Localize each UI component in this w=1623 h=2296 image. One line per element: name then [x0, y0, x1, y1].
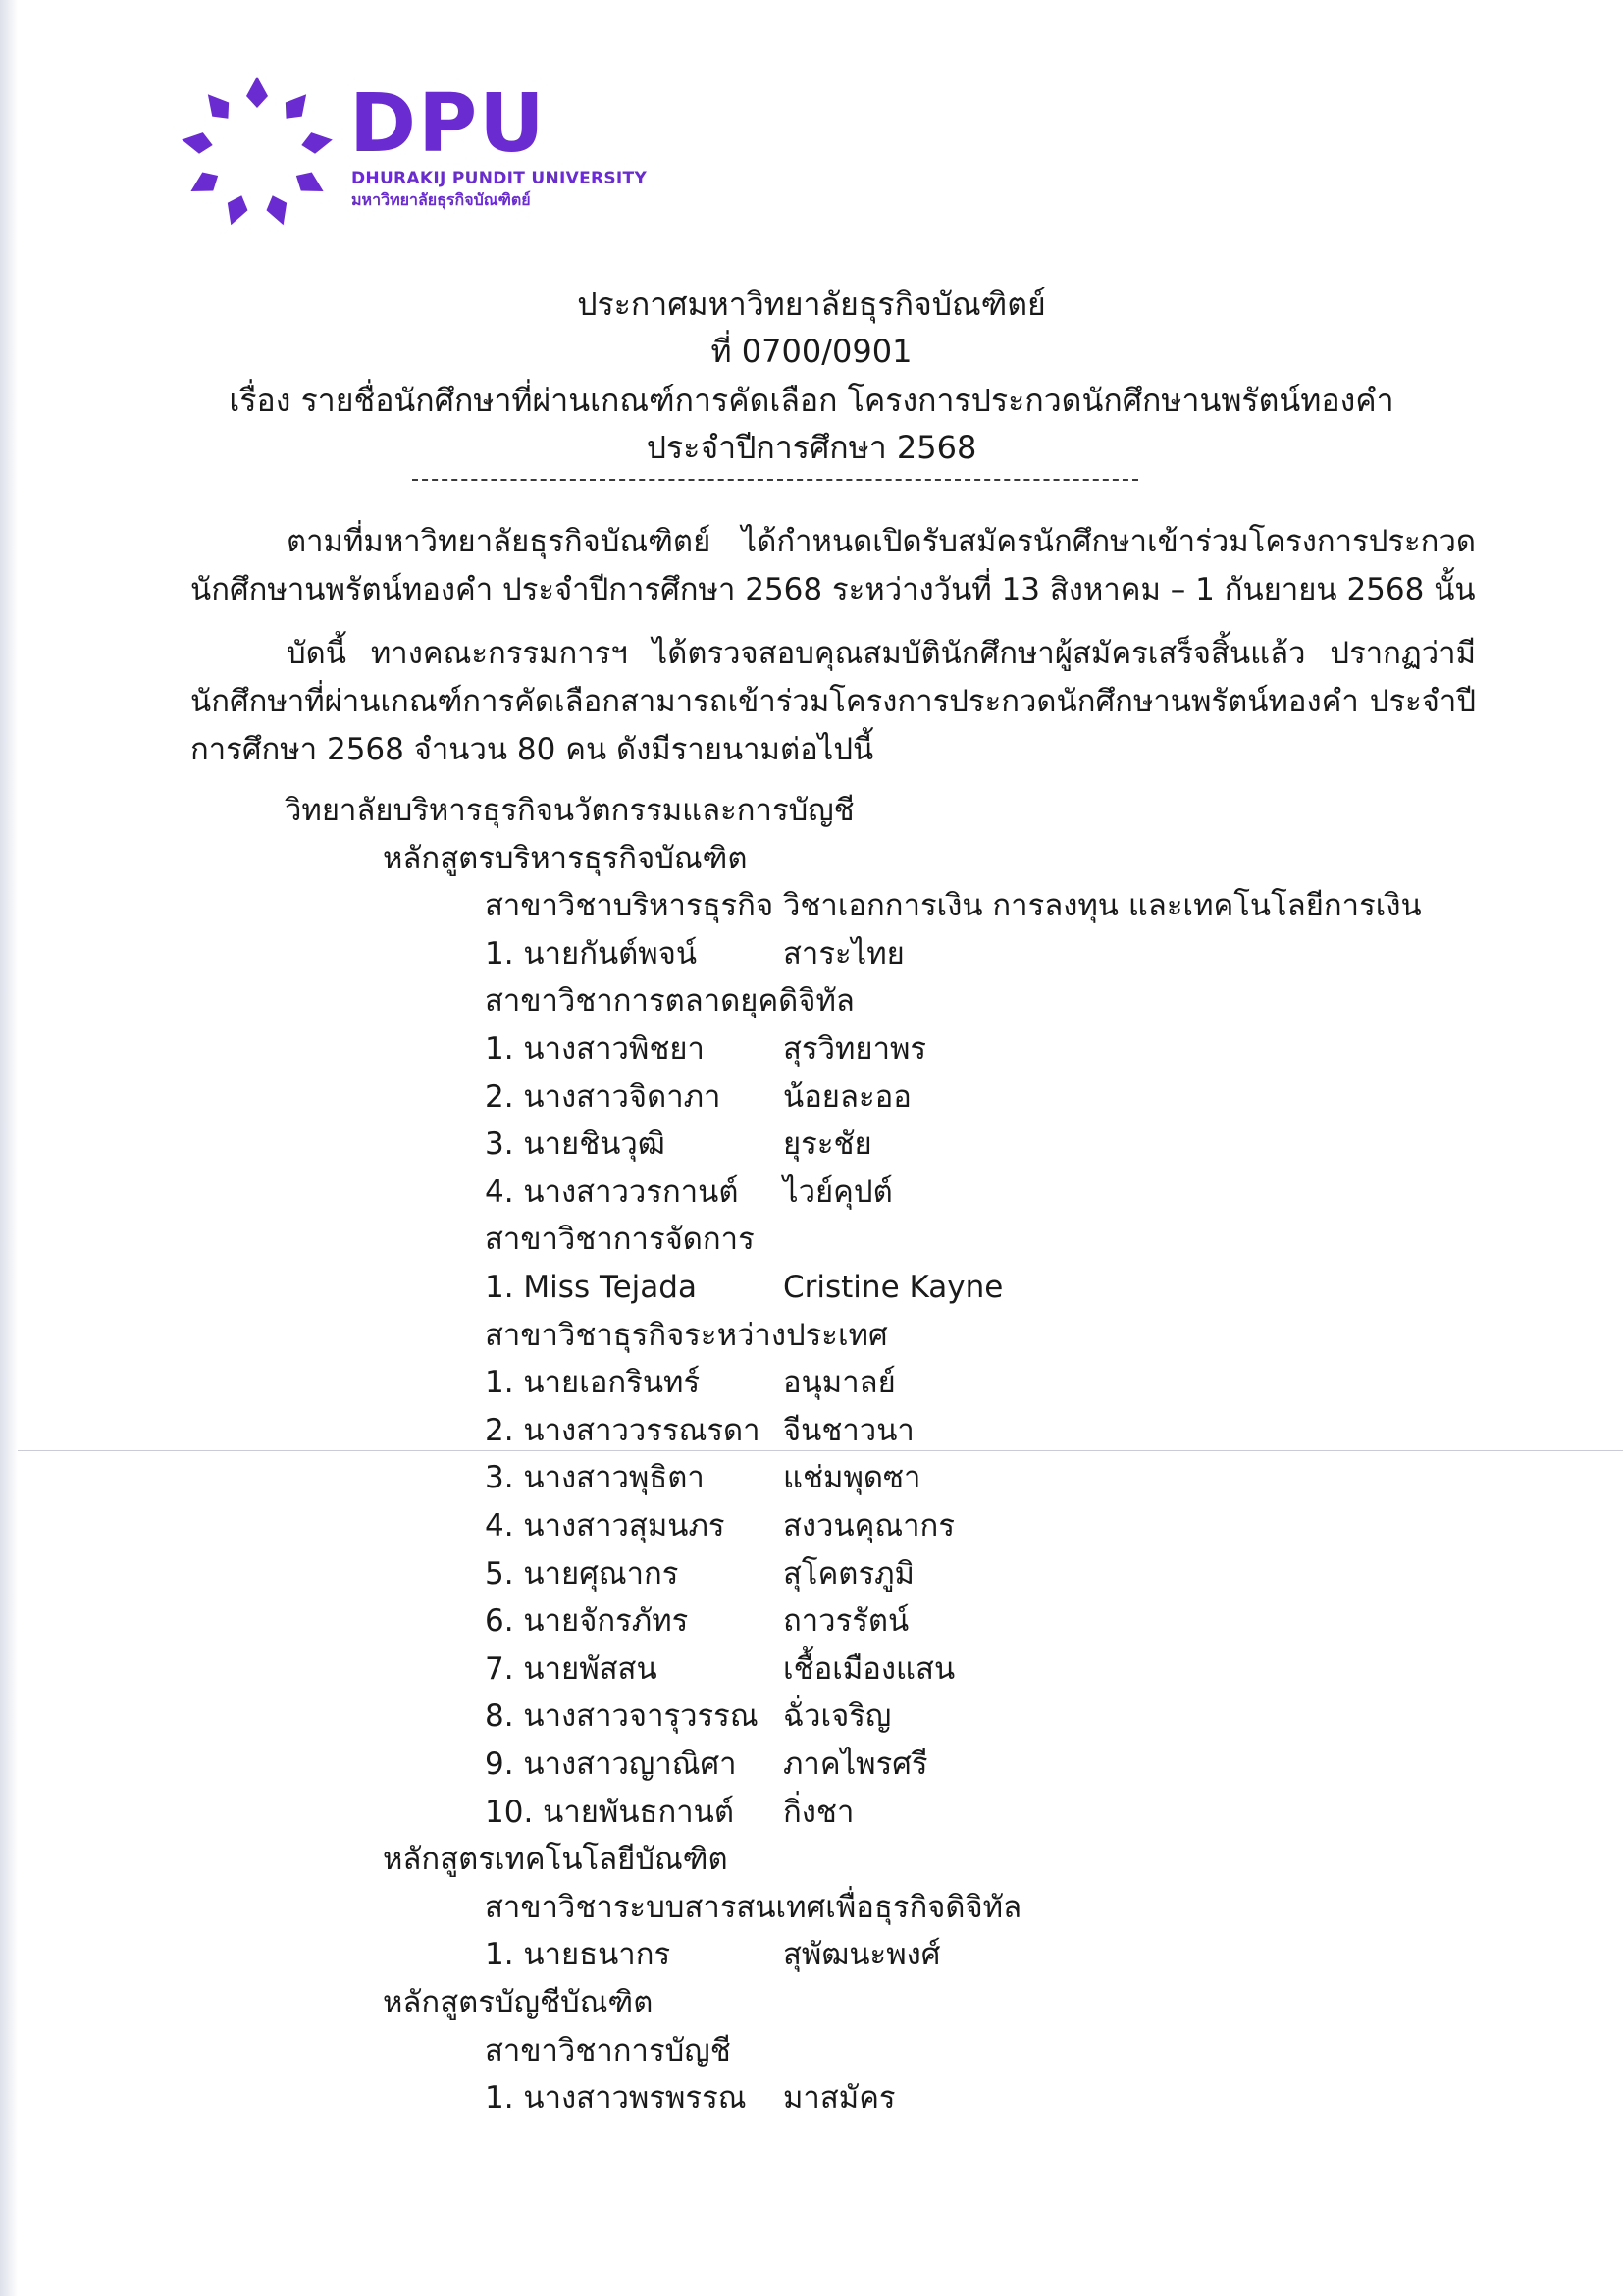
student-row — [485, 932, 1466, 975]
dashed-separator — [412, 479, 1138, 481]
student-last-name: อนุมาลย์ — [783, 1365, 896, 1400]
student-row — [485, 1933, 1466, 1976]
student-row — [485, 1695, 1466, 1738]
student-last-name: ภาคไพรศรี — [783, 1747, 928, 1782]
student-last-name: จีนชาวนา — [783, 1413, 915, 1448]
student-first-name: 1. นางสาวพิชยา — [485, 1031, 705, 1067]
student-row — [485, 1647, 1466, 1691]
logo-name-thai: มหาวิทยาลัยธุรกิจบัณฑิตย์ — [351, 190, 531, 209]
student-last-name: สุพัฒนะพงศ์ — [783, 1937, 941, 1972]
student-first-name: 1. นายกันต์พจน์ — [485, 936, 698, 971]
faculty-heading: วิทยาลัยบริหารธุรกิจนวัตกรรมและการบัญชี — [285, 793, 855, 828]
student-row — [485, 1171, 1466, 1214]
student-first-name: 2. นางสาวจิดาภา — [485, 1079, 721, 1115]
student-last-name: สุรวิทยาพร — [783, 1031, 927, 1067]
program-heading: หลักสูตรบัญชีบัณฑิต — [383, 1985, 654, 2020]
logo-name-english: DHURAKIJ PUNDIT UNIVERSITY — [351, 169, 648, 188]
paragraph-intro: ตามที่มหาวิทยาลัยธุรกิจบัณฑิตย์ ได้กำหนดเปิดรับสมัครนักศึกษาเข้าร่วมโครงการประกวดนักศึกษานพรัตน์ทองคำ ประจำปีการศึกษา 2568 ระหว่างวันที่ 13 สิงหาคม – 1 กันยายน 2568 นั้น — [190, 524, 1476, 607]
student-last-name: ไวย์คุปต์ — [783, 1174, 893, 1210]
student-first-name: 4. นางสาววรกานต์ — [485, 1174, 739, 1210]
student-first-name: 2. นางสาววรรณรดา — [485, 1413, 760, 1448]
student-row — [485, 1266, 1466, 1309]
student-last-name: Cristine Kayne — [783, 1270, 1004, 1305]
student-last-name: สาระไทย — [783, 936, 905, 971]
student-last-name: ยุระชัย — [783, 1126, 872, 1162]
announcement-number: ที่ 0700/0901 — [710, 333, 913, 370]
announcement-title: ประกาศมหาวิทยาลัยธุรกิจบัณฑิตย์ — [577, 286, 1046, 323]
student-last-name: กิ่งชา — [783, 1795, 855, 1830]
student-row — [485, 1552, 1466, 1595]
major-heading: สาขาวิชาธุรกิจระหว่างประเทศ — [485, 1318, 888, 1353]
student-row — [485, 1409, 1466, 1452]
student-first-name: 6. นายจักรภัทร — [485, 1603, 689, 1639]
program-heading: หลักสูตรบริหารธุรกิจบัณฑิต — [383, 841, 748, 876]
student-first-name: 5. นายศุณากร — [485, 1556, 679, 1592]
student-row — [485, 1456, 1466, 1499]
student-last-name: ฉั่วเจริญ — [783, 1698, 892, 1734]
student-row — [485, 1743, 1466, 1786]
logo-wordmark: DPU — [349, 78, 547, 171]
dpu-logo — [177, 71, 648, 237]
student-last-name: มาสมัคร — [783, 2080, 896, 2115]
student-first-name: 7. นายพัสสน — [485, 1651, 657, 1687]
major-heading: สาขาวิชาการจัดการ — [485, 1222, 755, 1257]
student-first-name: 10. นายพันธกานต์ — [485, 1795, 734, 1830]
student-first-name: 1. นางสาวพรพรรณ — [485, 2080, 747, 2115]
major-heading: สาขาวิชาการตลาดยุคดิจิทัล — [485, 983, 855, 1018]
student-last-name: สงวนคุณากร — [783, 1508, 955, 1543]
major-heading: สาขาวิชาการบัญชี — [485, 2033, 731, 2068]
student-last-name: น้อยละออ — [783, 1079, 912, 1115]
announcement-year: ประจำปีการศึกษา 2568 — [646, 429, 977, 466]
student-last-name: แช่มพุดซา — [783, 1460, 921, 1495]
student-first-name: 1. นายธนากร — [485, 1937, 671, 1972]
student-row — [485, 2076, 1466, 2119]
student-row — [485, 1791, 1466, 1834]
major-heading: สาขาวิชาบริหารธุรกิจ วิชาเอกการเงิน การลงทุน และเทคโนโลยีการเงิน — [485, 888, 1422, 923]
student-first-name: 9. นางสาวญาณิศา — [485, 1747, 737, 1782]
student-last-name: ถาวรรัตน์ — [783, 1603, 910, 1639]
student-row — [485, 1122, 1466, 1166]
student-first-name: 8. นางสาวจารุวรรณ — [485, 1698, 759, 1734]
student-first-name: 4. นางสาวสุมนภร — [485, 1508, 725, 1543]
student-first-name: 1. Miss Tejada — [485, 1270, 697, 1305]
announcement-subject: เรื่อง รายชื่อนักศึกษาที่ผ่านเกณฑ์การคัดเลือก โครงการประกวดนักศึกษานพรัตน์ทองคำ — [229, 382, 1394, 419]
student-first-name: 1. นายเอกรินทร์ — [485, 1365, 701, 1400]
student-first-name: 3. นางสาวพุธิตา — [485, 1460, 705, 1495]
student-last-name: เชื้อเมืองแสน — [783, 1651, 956, 1687]
major-heading: สาขาวิชาระบบสารสนเทศเพื่อธุรกิจดิจิทัล — [485, 1890, 1022, 1925]
student-row — [485, 1075, 1466, 1119]
student-last-name: สุโคตรภูมิ — [783, 1556, 915, 1592]
student-row — [485, 1504, 1466, 1547]
paragraph-result: บัดนี้ ทางคณะกรรมการฯ ได้ตรวจสอบคุณสมบัตินักศึกษาผู้สมัครเสร็จสิ้นแล้ว ปรากฏว่ามีนักศึกษาที่ผ่านเกณฑ์การคัดเลือกสามารถเข้าร่วมโครงการประกวดนักศึกษานพรัตน์ทองคำ ประจำปีการศึกษา 2568 จำนวน 80 คน ดังมีรายนามต่อไปนี้ — [190, 636, 1476, 767]
program-heading: หลักสูตรเทคโนโลยีบัณฑิต — [383, 1842, 728, 1877]
student-row — [485, 1027, 1466, 1070]
student-first-name: 3. นายชินวุฒิ — [485, 1126, 665, 1162]
student-row — [485, 1599, 1466, 1643]
dpu-flower-icon — [177, 71, 343, 237]
student-row — [485, 1361, 1466, 1404]
